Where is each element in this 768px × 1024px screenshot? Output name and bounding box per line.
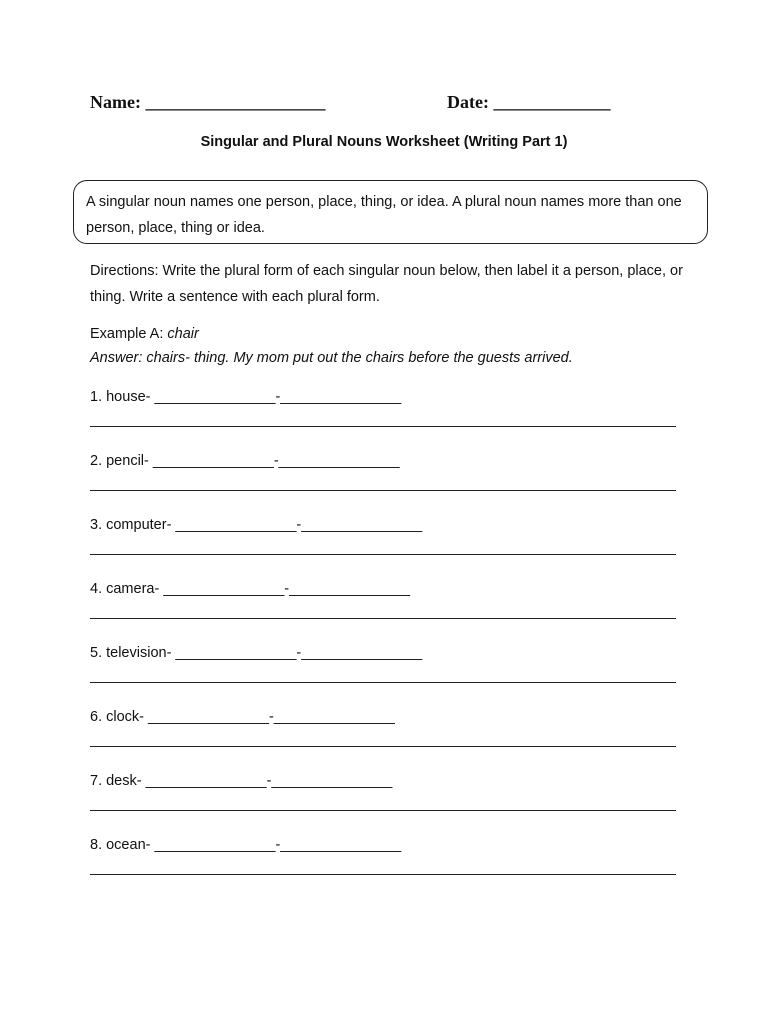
sentence-answer-line[interactable] [90,618,676,619]
exercise-prompt[interactable]: 4. camera- _______________-_______________ [90,581,411,597]
exercise-item-6 [90,706,690,770]
sentence-answer-line[interactable] [90,810,676,811]
sentence-answer-line[interactable] [90,746,676,747]
example-block [90,322,700,370]
directions-text: Directions: Write the plural form of each singular noun below, then label it a person, place, or thing. Write a sentence with each plural form. [90,263,683,305]
sentence-answer-line[interactable] [90,426,676,427]
date-field[interactable]: Date: _____________ [447,92,611,112]
exercise-item-2 [90,450,690,514]
example-word: chair [167,326,199,342]
exercise-prompt[interactable]: 7. desk- _______________-_______________ [90,773,393,789]
exercise-prompt[interactable]: 1. house- _______________-_______________ [90,389,402,405]
exercise-prompt[interactable]: 5. television- _______________-_______________ [90,645,423,661]
name-field[interactable]: Name: ____________________ [90,92,326,112]
exercise-prompt[interactable]: 6. clock- _______________-_______________ [90,709,395,725]
example-line [90,322,700,346]
exercise-item-1 [90,386,690,450]
example-answer: Answer: chairs- thing. My mom put out the chairs before the guests arrived. [90,350,573,366]
exercise-item-4 [90,578,690,642]
exercise-item-8 [90,834,690,898]
sentence-answer-line[interactable] [90,682,676,683]
definition-text: A singular noun names one person, place, thing, or idea. A plural noun names more than one person, place, thing or idea. [86,194,682,236]
exercise-prompt[interactable]: 3. computer- _______________-_______________ [90,517,423,533]
exercise-prompt[interactable]: 2. pencil- _______________-_______________ [90,453,400,469]
exercise-prompt[interactable]: 8. ocean- _______________-_______________ [90,837,402,853]
definition-box [73,180,708,244]
sentence-answer-line[interactable] [90,490,676,491]
exercise-item-7 [90,770,690,834]
exercise-item-3 [90,514,690,578]
sentence-answer-line[interactable] [90,554,676,555]
exercise-item-5 [90,642,690,706]
example-label: Example A: [90,326,168,342]
exercise-list [90,386,690,898]
header-row [90,92,650,118]
sentence-answer-line[interactable] [90,874,676,875]
worksheet-title: Singular and Plural Nouns Worksheet (Writing Part 1) [200,134,568,150]
